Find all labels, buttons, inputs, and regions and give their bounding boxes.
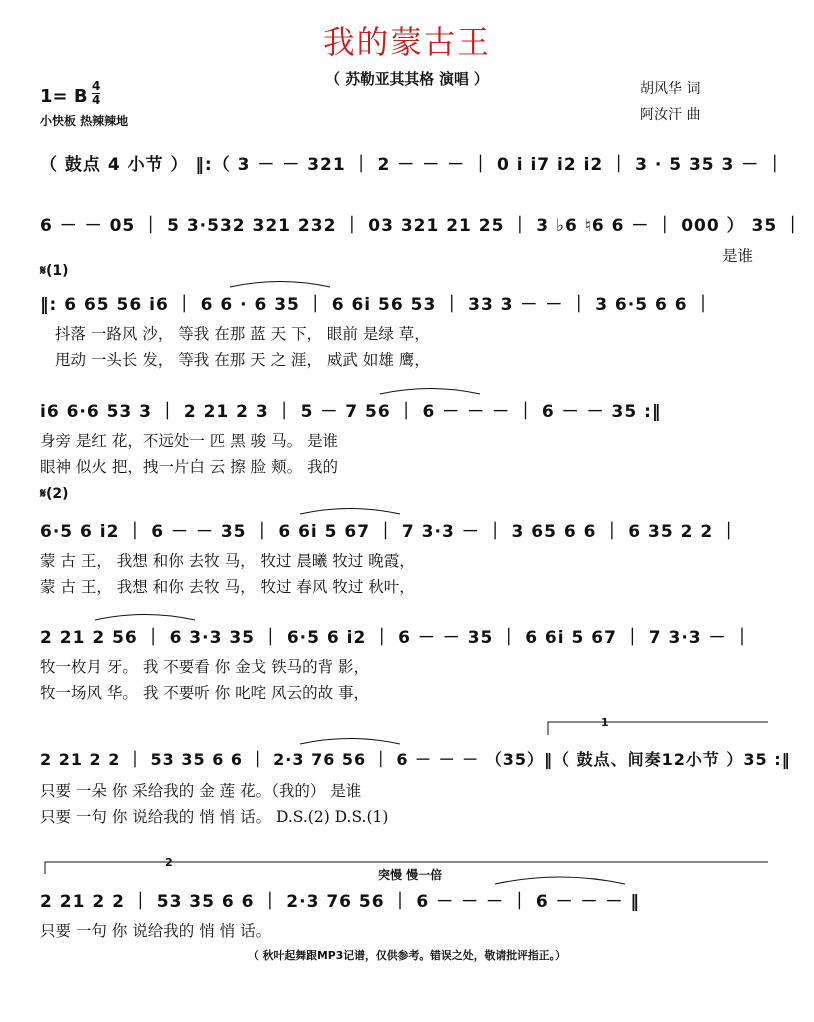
- score-line-3-lyrics-verse1: 抖落 一路风 沙， 等我 在那 蓝 天 下， 眼前 是绿 草，: [55, 325, 430, 343]
- score-line-5-notes: 6·5 6 i2 ｜ 6 － － 35 ｜ 6 6i 5 67 ｜ 7 3·3 － ｜ 3 65 6 6 ｜ 6 35 2 2 ｜: [40, 522, 739, 542]
- score-line-7-notes: 2 21 2 2 ｜ 53 35 6 6 ｜ 2·3 76 56 ｜ 6 － － － （35）‖（ 鼓点、间奏12小节 ）35 :‖: [40, 750, 791, 769]
- score-line-3-lyrics-verse2: 甩动 一头长 发， 等我 在那 天 之 涯， 威武 如雄 鹰，: [55, 351, 430, 369]
- score-line-5-lyrics-verse2: 蒙 古 王， 我想 和你 去牧 马， 牧过 春风 牧过 秋叶，: [40, 578, 415, 596]
- slur-line-3: [230, 282, 330, 288]
- score-line-2-lyrics: 是谁: [722, 247, 754, 265]
- score-line-8-lyrics: 只要 一句 你 说给我的 悄 悄 话。: [40, 922, 272, 940]
- slur-line-5: [300, 509, 400, 515]
- lyricist-credit: 胡风华 词: [640, 81, 701, 97]
- score-line-2-notes: 6 － － 05 ｜ 5 3·532 321 232 ｜ 03 321 21 25 ｜ 3 ♭6 ♮6 6 － ｜ 000 ） 35 ｜: [40, 216, 803, 236]
- slur-line-7: [300, 739, 400, 745]
- score-line-6-notes: 2 21 2 56 ｜ 6 3·3 35 ｜ 6·5 6 i2 ｜ 6 － － 35 ｜ 6 6i 5 67 ｜ 7 3·3 － ｜: [40, 628, 752, 648]
- score-line-8-notes: 2 21 2 2 ｜ 53 35 6 6 ｜ 2·3 76 56 ｜ 6 － － － ｜ 6 － － － ‖: [40, 892, 640, 912]
- footer-note: （ 秋叶起舞跟MP3记谱，仅供参考。错误之处，敬请批评指正。）: [248, 949, 566, 962]
- singer-line: （ 苏勒亚其其格 演唱 ）: [325, 71, 489, 88]
- score-line-7-lyrics-verse2: 只要 一句 你 说给我的 悄 悄 话。 D.S.(2) D.S.(1): [40, 808, 389, 826]
- score-line-4-lyrics-verse1: 身旁 是红 花，不远处一 匹 黑 骏 马。 是谁: [40, 432, 338, 450]
- page-title: 我的蒙古王: [323, 25, 491, 61]
- score-line-5-lyrics-verse1: 蒙 古 王， 我想 和你 去牧 马， 牧过 晨曦 牧过 晚霞，: [40, 552, 415, 570]
- key-signature: 1= B: [40, 86, 88, 107]
- ending-1-label: 1: [601, 716, 609, 729]
- tempo-marking: 小快板 热辣辣地: [40, 114, 129, 128]
- tempo-change-mark: 突慢 慢一倍: [378, 868, 443, 882]
- slur-line-4: [380, 389, 480, 395]
- slur-line-6: [95, 615, 195, 621]
- slur-line-8: [495, 877, 625, 884]
- time-top: 4: [92, 79, 101, 93]
- composer-credit: 阿汝汗 曲: [640, 107, 701, 123]
- score-line-6-lyrics-verse2: 牧一场风 华。 我 不要听 你 叱咤 风云的故 事，: [40, 684, 369, 702]
- score-line-7-lyrics-verse1: 只要 一朵 你 采给我的 金 莲 花。（我的） 是谁: [40, 782, 362, 800]
- score-line-4-notes: i6 6·6 53 3 ｜ 2 21 2 3 ｜ 5 － 7 56 ｜ 6 － － － ｜ 6 － － 35 :‖: [40, 402, 662, 422]
- score-line-6-lyrics-verse1: 牧一枚月 牙。 我 不要看 你 金戈 铁马的背 影，: [40, 658, 369, 676]
- score-line-4-lyrics-verse2: 眼神 似火 把，拽一片白 云 擦 脸 颊。 我的: [40, 458, 338, 476]
- ending-2-bracket: [45, 862, 768, 874]
- time-bottom: 4: [92, 93, 101, 107]
- score-line-3-notes: ‖: 6 65 56 i6 ｜ 6 6 · 6 35 ｜ 6 6i 56 53 ｜ 33 3 － － ｜ 3 6·5 6 6 ｜: [40, 295, 713, 315]
- ending-1-bracket: [548, 722, 768, 735]
- segno-1-mark: 𝄋(1): [40, 263, 69, 279]
- ending-2-label: 2: [165, 856, 173, 869]
- score-line-1-notes: （ 鼓点 4 小节 ） ‖:（ 3 － － 321 ｜ 2 － － － ｜ 0 i i7 i2 i2 ｜ 3 · 5 35 3 － ｜: [40, 155, 785, 175]
- segno-2-mark: 𝄋(2): [40, 486, 69, 502]
